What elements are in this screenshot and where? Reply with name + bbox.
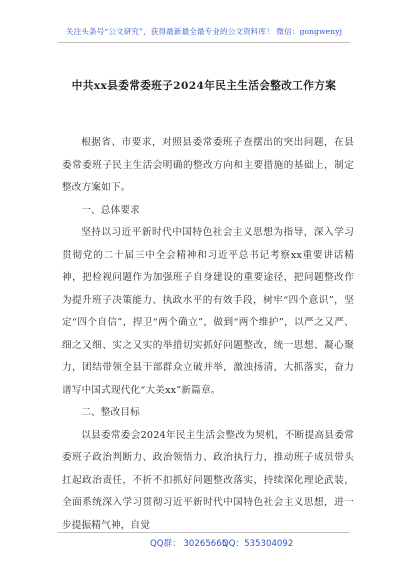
section-heading-general-requirements: 一、总体要求 (81, 204, 140, 216)
section-heading-rectification-goals: 二、整改目标 (81, 407, 140, 418)
qq-group-number: QQ群： 30265665 (150, 539, 228, 549)
qq-number: QQ：535304092 (222, 539, 294, 549)
intro-paragraph: 根据省、市要求，对照县委常委班子查摆出的突出问题，在县委常委班子民主生活会明确的整改方向和主要措施的基础上，制定整改方案如下。 (62, 137, 354, 193)
header-divider (58, 42, 350, 43)
general-requirements-paragraph: 坚持以习近平新时代中国特色社会主义思想为指导，深入学习贯彻党的二十届三中全会精神和习近平总书记考察xx重要讲话精神，把检视问题作为加强班子自身建设的重要途径，把问题整改作为提升班子决策能力、执政水平的有效手段，树牢“四个意识”，坚定“四个自信”，捍卫“两个确立”，做到“两个维护”，以严之又严、细之又细、实之又实的举措切实抓好问题整改，统一思想、凝心聚力，团结带领全县干部群众立破并举，激浊扬清，大抓落实，奋力谱写中国式现代化“大美xx”新篇章。 (62, 227, 354, 396)
promo-banner: 关注头条号“公文研究”，获得最新最全最专业的公文资料库！ 微信：gongwenyj (65, 27, 343, 36)
rectification-goals-paragraph: 以县委常委会2024年民主生活会整改为契机，不断提高县委常委班子政治判断力、政治领悟力、政治执行力，推动班子成员带头扛起政治责任，不折不扣抓好问题整改落实，持续深化理论武装，全面系统深入学习贯彻习近平新时代中国特色社会主义思想，进一步提振精气神，自觉 (62, 429, 354, 531)
document-title: 中共xx县委常委班子2024年民主生活会整改工作方案 (71, 80, 337, 92)
document-body (62, 132, 354, 537)
footer-divider (58, 532, 350, 533)
